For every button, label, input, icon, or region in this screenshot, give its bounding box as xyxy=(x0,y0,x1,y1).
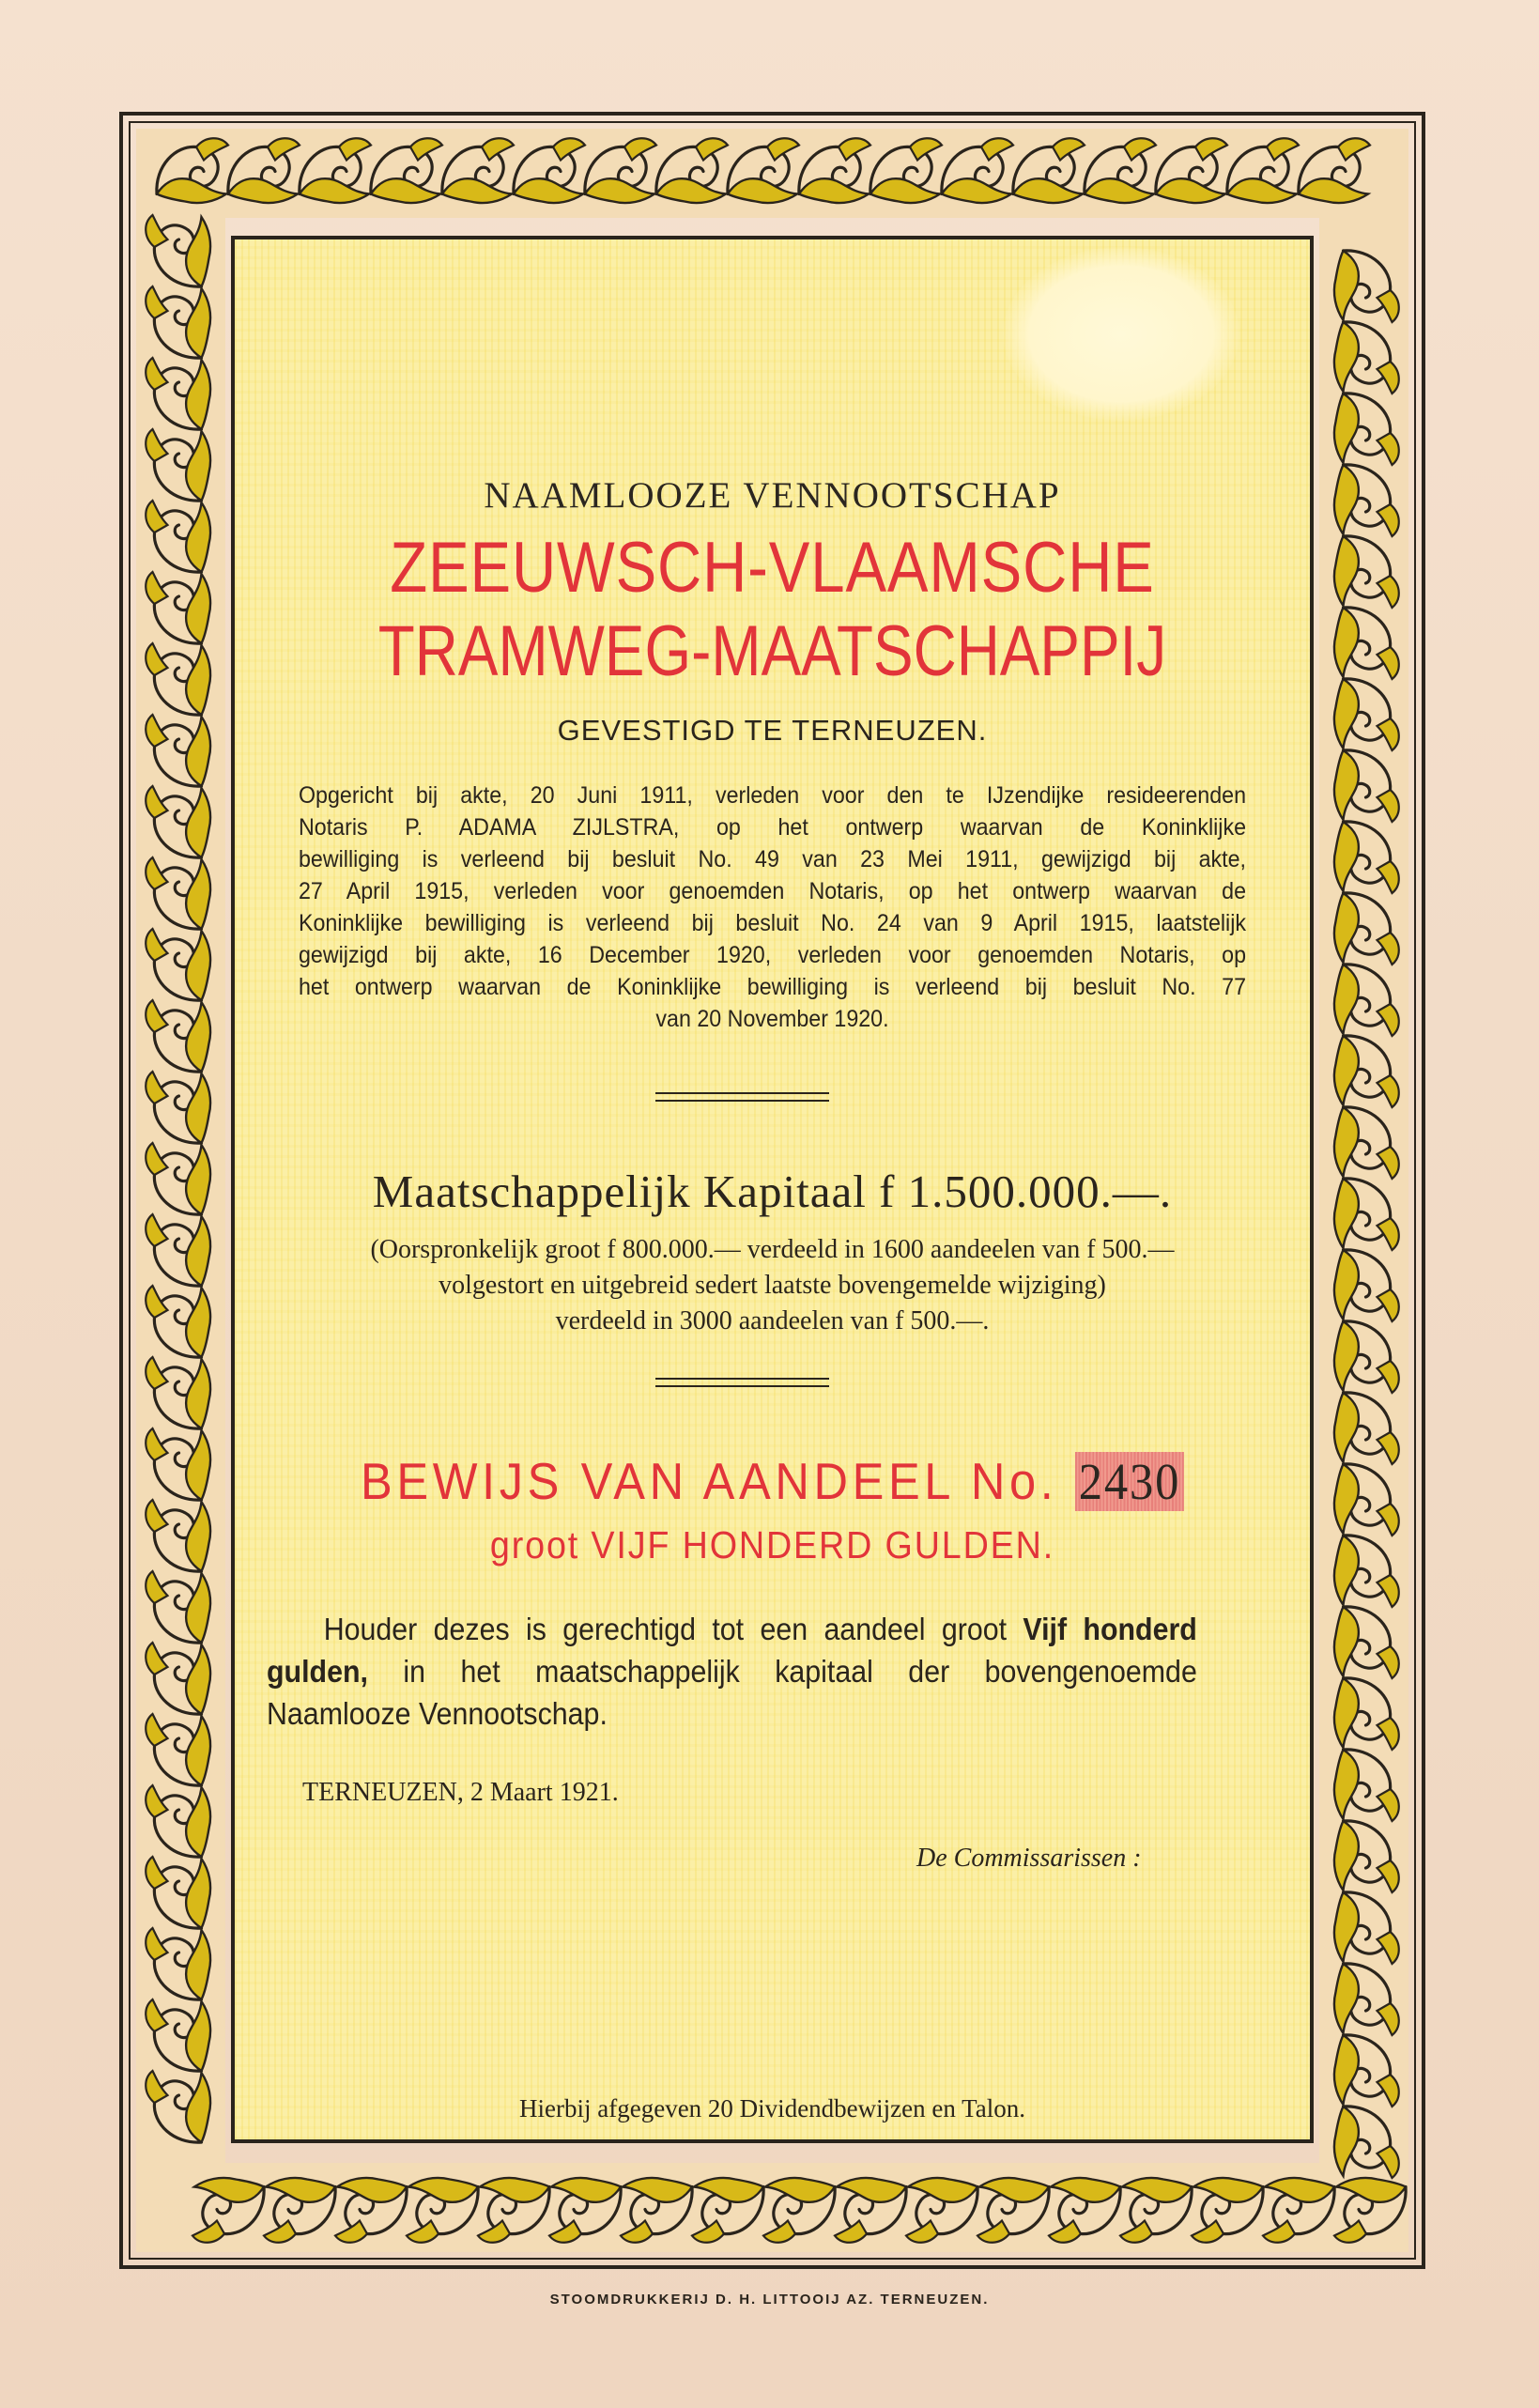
divider xyxy=(655,1378,829,1387)
share-value: groot VIJF HONDERD GULDEN. xyxy=(489,1523,1055,1567)
holder-line: Naamlooze Vennootschap. xyxy=(267,1696,608,1731)
holder-line1-bold: Vijf honderd xyxy=(1023,1612,1197,1646)
company-name-line1: ZEEUWSCH-VLAAMSCHE xyxy=(390,528,1155,608)
founding-line: het ontwerp waarvan de Koninklijke bewilliging is verleend bij besluit No. 77 xyxy=(298,974,1247,1000)
holder-line2-bold: gulden, xyxy=(267,1654,368,1689)
capital-note xyxy=(235,1232,1310,1339)
holder-line xyxy=(267,1608,1197,1650)
share-number: 2430 xyxy=(1075,1452,1184,1511)
share-title xyxy=(278,1451,1267,1511)
founding-line: Notaris P. ADAMA ZIJLSTRA, op het ontwerp waarvan de Koninklijke xyxy=(298,814,1247,841)
share-capital: Maatschappelijk Kapitaal f 1.500.000.—. xyxy=(372,1165,1173,1217)
founding-line: Opgericht bij akte, 20 Juni 1911, verleden voor den te IJzendijke resideerenden xyxy=(298,782,1247,809)
company-seat: GEVESTIGD TE TERNEUZEN. xyxy=(557,714,988,747)
holder-line1-start: Houder dezes is gerechtigd tot een aandeel groot xyxy=(323,1612,1023,1646)
coupons-note: Hierbij afgegeven 20 Dividendbewijzen en Talon. xyxy=(519,2094,1025,2122)
founding-line: van 20 November 1920. xyxy=(655,1006,889,1032)
founding-line: gewijzigd bij akte, 16 December 1920, verleden voor genoemden Notaris, op xyxy=(298,942,1247,968)
founding-line: Koninklijke bewilliging is verleend bij besluit No. 24 van 9 April 1915, laatstelijk xyxy=(298,910,1247,936)
commissioners-signature-label: De Commissarissen : xyxy=(916,1844,1142,1873)
capital-note-line: verdeeld in 3000 aandeelen van f 500.—. xyxy=(555,1306,990,1335)
holder-line2-rest: in het maatschappelijk kapitaal der bovengenoemde xyxy=(367,1654,1197,1689)
capital-note-line: (Oorspronkelijk groot f 800.000.— verdeeld in 1600 aandeelen van f 500.— xyxy=(370,1235,1175,1264)
founding-line: bewilliging is verleend bij besluit No. 49 van 23 Mei 1911, gewijzigd bij akte, xyxy=(298,846,1247,872)
company-name-line2: TRAMWEG-MAATSCHAPPIJ xyxy=(377,611,1167,691)
holder-statement xyxy=(267,1608,1197,1735)
printer-imprint: STOOMDRUKKERIJ D. H. LITTOOIJ AZ. TERNEUZEN. xyxy=(549,2292,990,2308)
founding-paragraph xyxy=(299,780,1246,1035)
place-date: TERNEUZEN, 2 Maart 1921. xyxy=(302,1778,619,1807)
certificate-content xyxy=(235,239,1310,2139)
founding-line: 27 April 1915, verleden voor genoemden Notaris, op het ontwerp waarvan de xyxy=(298,878,1247,904)
capital-note-line: volgestort en uitgebreid sedert laatste bovengemelde wijziging) xyxy=(439,1271,1106,1300)
share-title-text: BEWIJS VAN AANDEEL No. xyxy=(361,1452,1058,1510)
company-type: NAAMLOOZE VENNOOTSCHAP xyxy=(484,475,1061,516)
holder-line xyxy=(267,1650,1197,1692)
divider xyxy=(655,1092,829,1102)
